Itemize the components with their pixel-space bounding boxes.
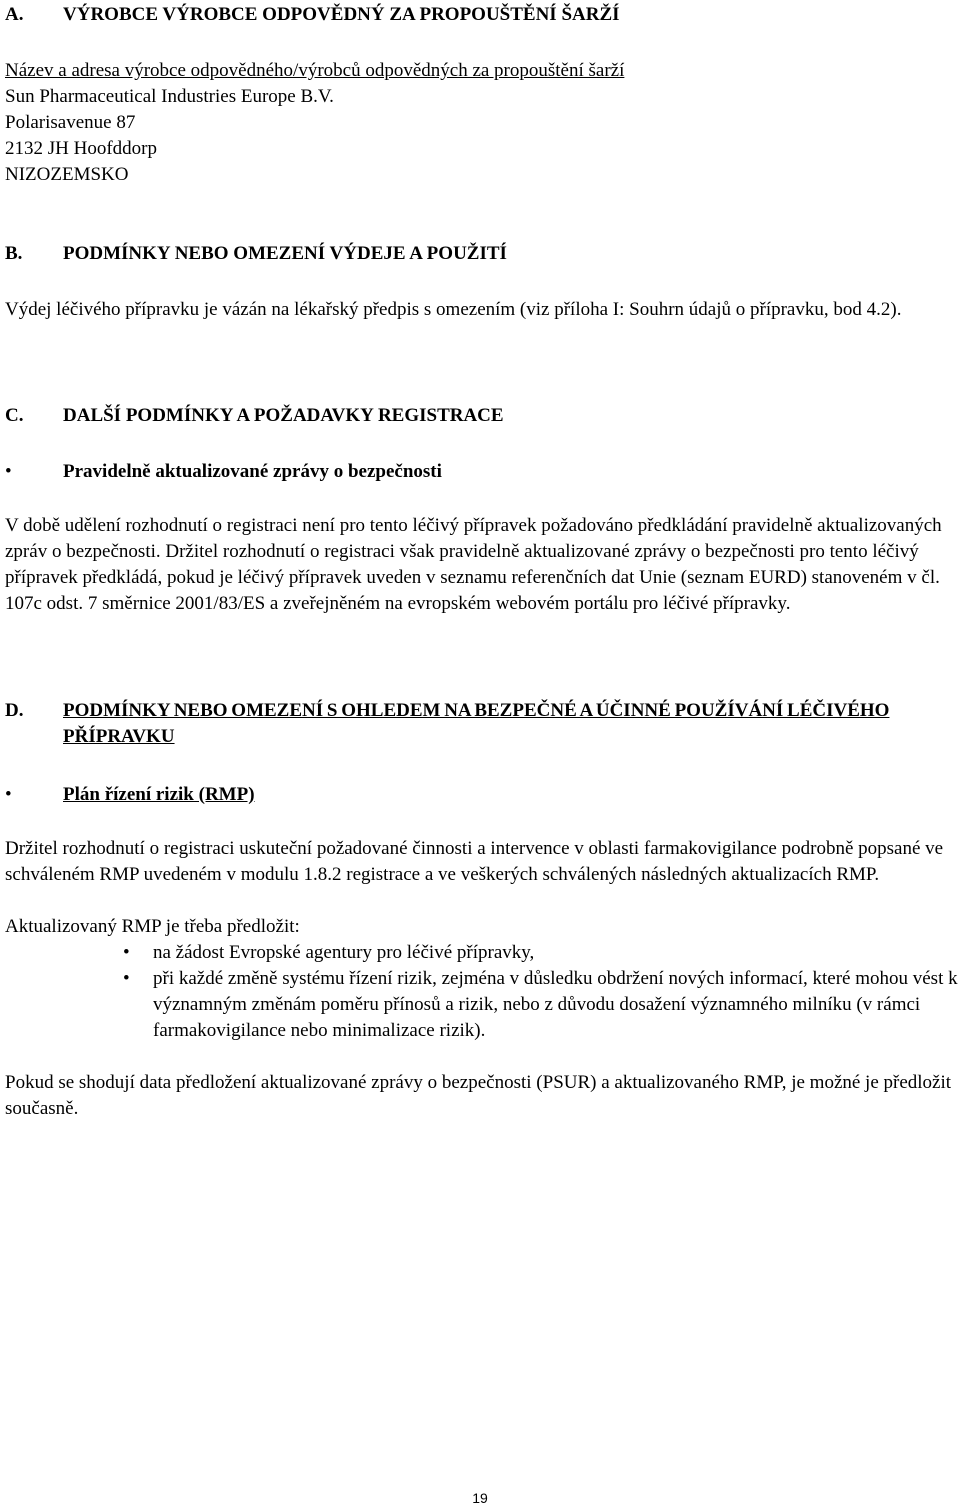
section-d-subheading: Plán řízení rizik (RMP) [63, 784, 255, 805]
bullet-icon: • [5, 784, 12, 805]
manufacturer-address-label: Název a adresa výrobce odpovědného/výrobců odpovědných za propouštění šarží [5, 60, 625, 81]
section-d-bullet [5, 782, 960, 808]
section-b-heading [5, 241, 955, 267]
section-c-heading [5, 403, 955, 429]
address-line-1: Sun Pharmaceutical Industries Europe B.V. [5, 86, 334, 107]
bullet-icon: • [5, 461, 12, 482]
section-d-text: Držitel rozhodnutí o registraci uskuteční požadované činnosti a intervence v oblasti farmakovigilance podrobně popsané ve schváleném RMP uvedeném v modulu 1.8.2 registrace a ve veškerých schválených následných aktualizacích RMP. [5, 838, 944, 885]
section-a-title: VÝROBCE VÝROBCE ODPOVĚDNÝ ZA PROPOUŠTĚNÍ ŠARŽÍ [63, 4, 620, 25]
section-b-text: Výdej léčivého přípravku je vázán na lékařský předpis s omezením (viz příloha I: Souhrn údajů o přípravku, bod 4.2). [5, 299, 902, 320]
section-c-title: DALŠÍ PODMÍNKY A POŽADAVKY REGISTRACE [63, 405, 504, 426]
section-a [5, 2, 955, 188]
rmp-list-intro: Aktualizovaný RMP je třeba předložit: [5, 916, 300, 937]
list-item-text: při každé změně systému řízení rizik, zejména v důsledku obdržení nových informací, které mohou vést k významným změnám poměru přínosů a rizik, nebo z důvodu dosažení významného milníku (v rámci farmakovigilance nebo minimalizace rizik). [153, 968, 958, 1041]
page-number: 19 [472, 1490, 488, 1506]
section-b [5, 241, 955, 323]
list-item [5, 966, 960, 1044]
address-line-3: 2132 JH Hoofddorp [5, 138, 157, 159]
list-item [5, 940, 960, 966]
address-line-4: NIZOZEMSKO [5, 164, 129, 185]
section-d-closing-text: Pokud se shodují data předložení aktualizované zprávy o bezpečnosti (PSUR) a aktualizovaného RMP, je možné je předložit současně. [5, 1072, 952, 1119]
section-c-subheading: Pravidelně aktualizované zprávy o bezpečnosti [63, 461, 442, 482]
section-d-heading [5, 698, 960, 750]
bullet-icon: • [123, 942, 130, 963]
rmp-submission-list [5, 940, 960, 1044]
section-c-letter: C. [5, 405, 24, 426]
section-d-title: PODMÍNKY NEBO OMEZENÍ S OHLEDEM NA BEZPEČNÉ A ÚČINNÉ POUŽÍVÁNÍ LÉČIVÉHO PŘÍPRAVKU [63, 700, 890, 747]
section-c-text: V době udělení rozhodnutí o registraci není pro tento léčivý přípravek požadováno předkládání pravidelně aktualizovaných zpráv o bezpečnosti. Držitel rozhodnutí o registraci však pravidelně aktualizované zprávy o bezpečnosti pro tento léčivý přípravek předkládá, pokud je léčivý přípravek uveden v seznamu referenčních dat Unie (seznam EURD) stanoveném v čl. 107c odst. 7 směrnice 2001/83/ES a zveřejněném na evropském webovém portálu pro léčivé přípravky. [5, 515, 942, 614]
address-line-2: Polarisavenue 87 [5, 112, 136, 133]
section-b-letter: B. [5, 243, 23, 264]
list-item-text: na žádost Evropské agentury pro léčivé přípravky, [153, 942, 535, 963]
section-a-letter: A. [5, 4, 24, 25]
section-b-title: PODMÍNKY NEBO OMEZENÍ VÝDEJE A POUŽITÍ [63, 243, 507, 264]
section-d [5, 698, 960, 1122]
section-c-bullet [5, 459, 955, 485]
section-a-heading [5, 2, 955, 28]
section-c [5, 403, 955, 617]
section-d-letter: D. [5, 700, 24, 721]
bullet-icon: • [123, 968, 130, 989]
